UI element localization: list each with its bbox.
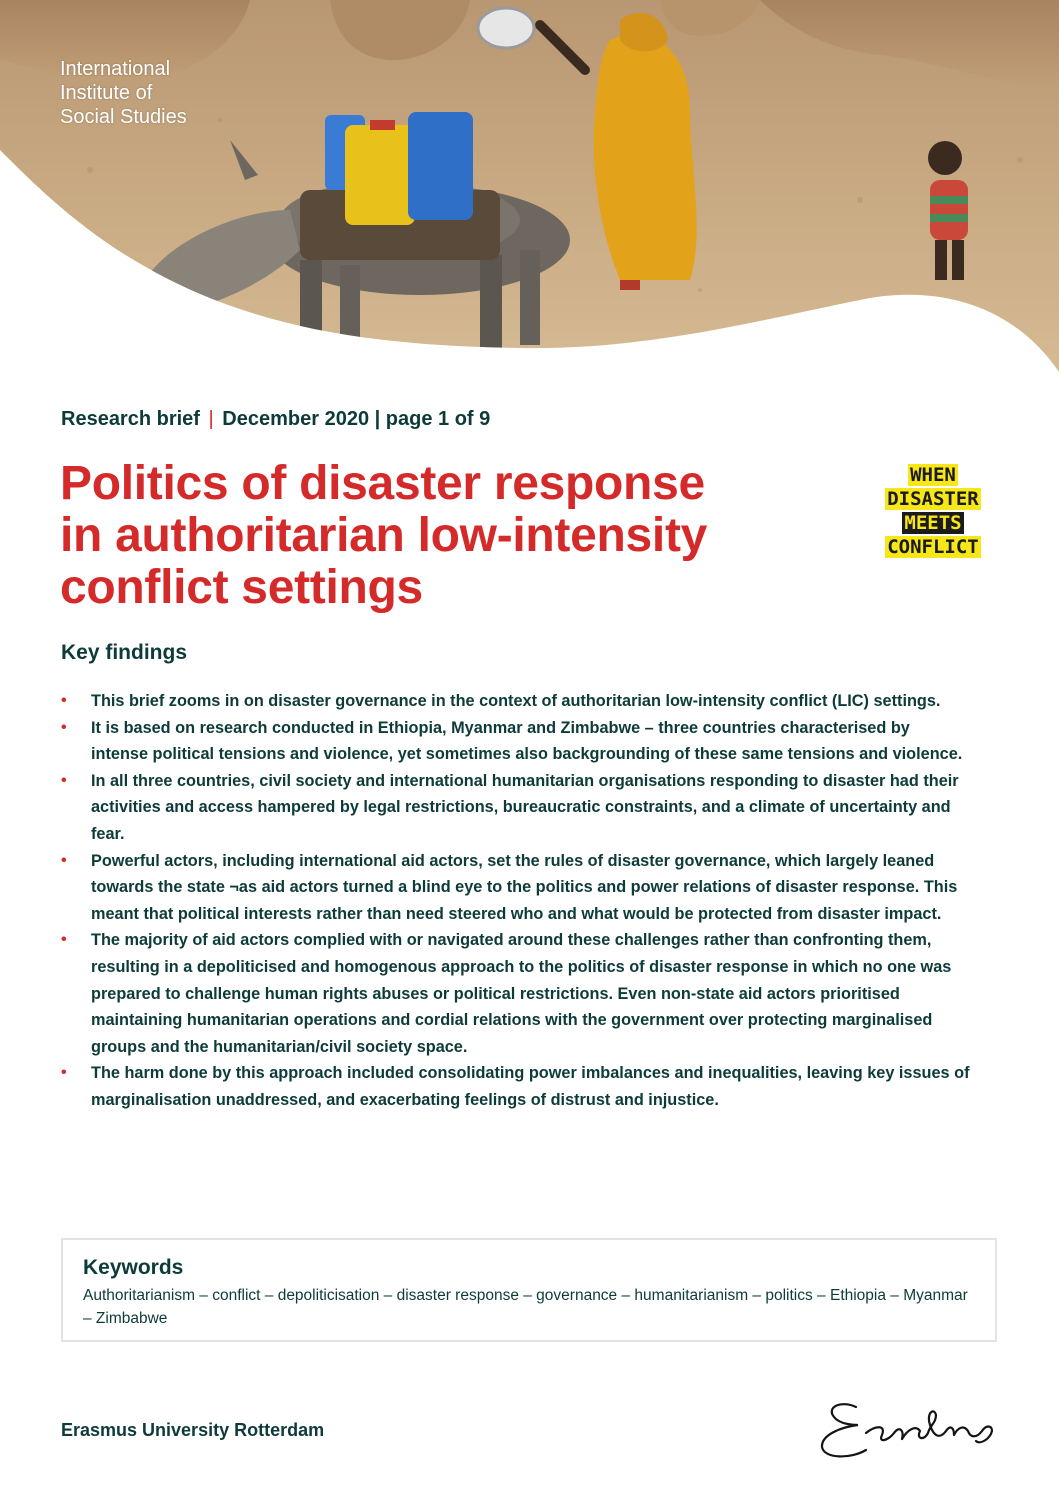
meta-separator: | (208, 408, 214, 430)
institute-line: Institute of (60, 82, 153, 104)
university-name: Erasmus University Rotterdam (61, 1420, 325, 1440)
page-indicator: page 1 of 9 (385, 408, 491, 430)
keywords-text: Authoritarianism – conflict – depoliticisation – disaster response – governance – humanitarianism – politics – Ethiopia – Myanmar – Zimbabwe (83, 1287, 968, 1327)
publication-meta (61, 408, 490, 431)
erasmus-signature-icon (816, 1395, 1006, 1465)
when-disaster-meets-conflict-logo (870, 463, 996, 559)
title-line: in authoritarian low-intensity (60, 509, 708, 562)
finding-item: • The harm done by this approach included consolidating power imbalances and inequalities, leaving key issues of marginalisation unaddressed, and exacerbating feelings of distrust and injustice. (61, 1060, 971, 1113)
meta-separator-plain: | (374, 408, 386, 430)
publication-date: December 2020 (222, 408, 370, 430)
erasmus-signature-logo (816, 1395, 1006, 1470)
badge-line: MEETS (904, 512, 962, 534)
page-title (60, 458, 850, 614)
institute-name (60, 57, 187, 129)
title-line: conflict settings (60, 561, 423, 614)
hero-photo (0, 0, 1059, 380)
keywords-box (61, 1238, 997, 1342)
finding-item: • This brief zooms in on disaster governance in the context of authoritarian low-intensity conflict (LIC) settings. (61, 688, 971, 715)
institute-line: Social Studies (60, 106, 187, 128)
badge-line: WHEN (910, 464, 956, 486)
keywords-heading: Keywords (83, 1256, 184, 1279)
key-findings-heading: Key findings (61, 641, 188, 664)
badge-line: DISASTER (887, 488, 979, 510)
finding-item: • The majority of aid actors complied with or navigated around these challenges rather than confronting them, resulting in a depoliticised and homogenous approach to the politics of disaster response in which no one was prepared to challenge human rights abuses or political restrictions. Even non-state aid actors prioritised maintaining humanitarian operations and cordial relations with the government over protecting marginalised groups and the humanitarian/civil society space. (61, 927, 971, 1060)
finding-item: • Powerful actors, including international aid actors, set the rules of disaster governance, which largely leaned towards the state ¬as aid actors turned a blind eye to the politics and power relations of disaster response. This meant that political interests rather than need steered who and what would be protected from disaster impact. (61, 848, 971, 928)
institute-line: International (60, 58, 171, 80)
finding-item: • It is based on research conducted in Ethiopia, Myanmar and Zimbabwe – three countries characterised by intense political tensions and violence, yet sometimes also backgrounding of these same tensions and violence. (61, 715, 971, 768)
key-findings-list (61, 688, 971, 1114)
title-line: Politics of disaster response (60, 457, 705, 510)
badge-line: CONFLICT (887, 536, 979, 558)
finding-item: • In all three countries, civil society and international humanitarian organisations responding to disaster had their activities and access hampered by legal restrictions, bureaucratic constraints, and a climate of uncertainty and fear. (61, 768, 971, 848)
document-type: Research brief (61, 408, 200, 430)
